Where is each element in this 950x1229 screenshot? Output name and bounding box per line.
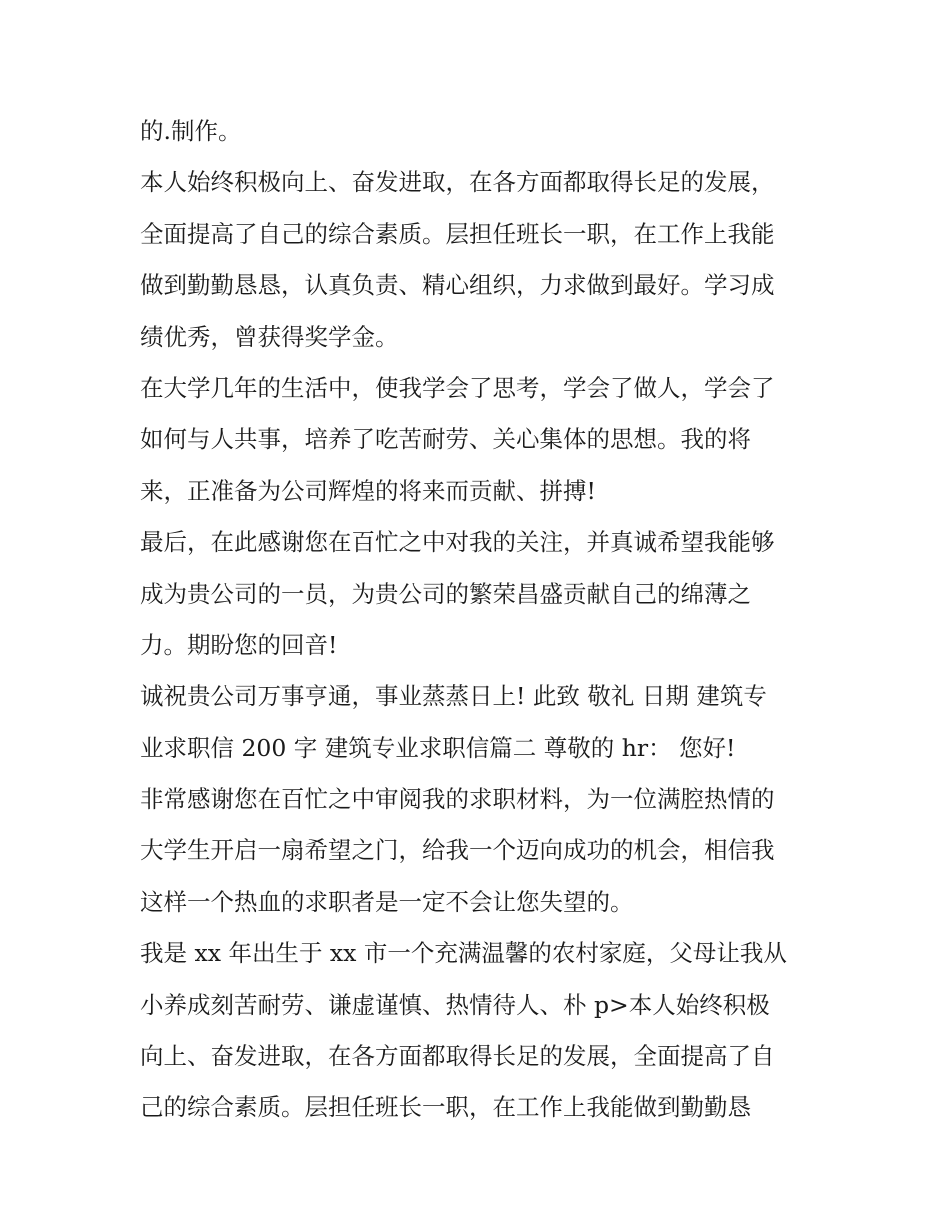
text-line: 最后，在此感谢您在百忙之中对我的关注，并真诚希望我能够 [140,528,775,557]
text-line: 做到勤勤恳恳，认真负责、精心组织，力求做到最好。学习成 [140,271,775,300]
document-body [140,106,820,1134]
text-line: 如何与人共事，培养了吃苦耐劳、关心集体的思想。我的将 [140,425,751,454]
text-line: 这样一个热血的求职者是一定不会让您失望的。 [140,887,634,916]
text-line: 大学生开启一扇希望之门，给我一个迈向成功的机会，相信我 [140,836,775,865]
text-line: 力。期盼您的回音! [140,630,338,659]
text-line: 己的综合素质。层担任班长一职，在工作上我能做到勤勤恳 [140,1093,751,1122]
text-line: 业求职信 200 字 建筑专业求职信篇二 尊敬的 hr： 您好! [140,733,736,762]
text-line: 全面提高了自己的综合素质。层担任班长一职，在工作上我能 [140,219,775,248]
text-line: 成为贵公司的一员，为贵公司的繁荣昌盛贡献自己的绵薄之 [140,579,751,608]
text-line: 本人始终积极向上、奋发进取，在各方面都取得长足的发展， [140,168,775,197]
text-line: 向上、奋发进取，在各方面都取得长足的发展，全面提高了自 [140,1042,775,1071]
text-line: 非常感谢您在百忙之中审阅我的求职材料，为一位满腔热情的 [140,785,775,814]
text-line: 小养成刻苦耐劳、谦虚谨慎、热情待人、朴 p>本人始终积极 [140,990,770,1019]
text-line: 在大学几年的生活中，使我学会了思考，学会了做人，学会了 [140,373,775,402]
text-line: 绩优秀，曾获得奖学金。 [140,322,399,351]
text-line: 来，正准备为公司辉煌的将来而贡献、拼搏! [140,476,596,505]
text-line: 的.制作。 [140,117,242,145]
text-line: 诚祝贵公司万事亨通，事业蒸蒸日上! 此致 敬礼 日期 建筑专 [140,682,767,711]
text-line: 我是 xx 年出生于 xx 市一个充满温馨的农村家庭，父母让我从 [140,939,787,968]
